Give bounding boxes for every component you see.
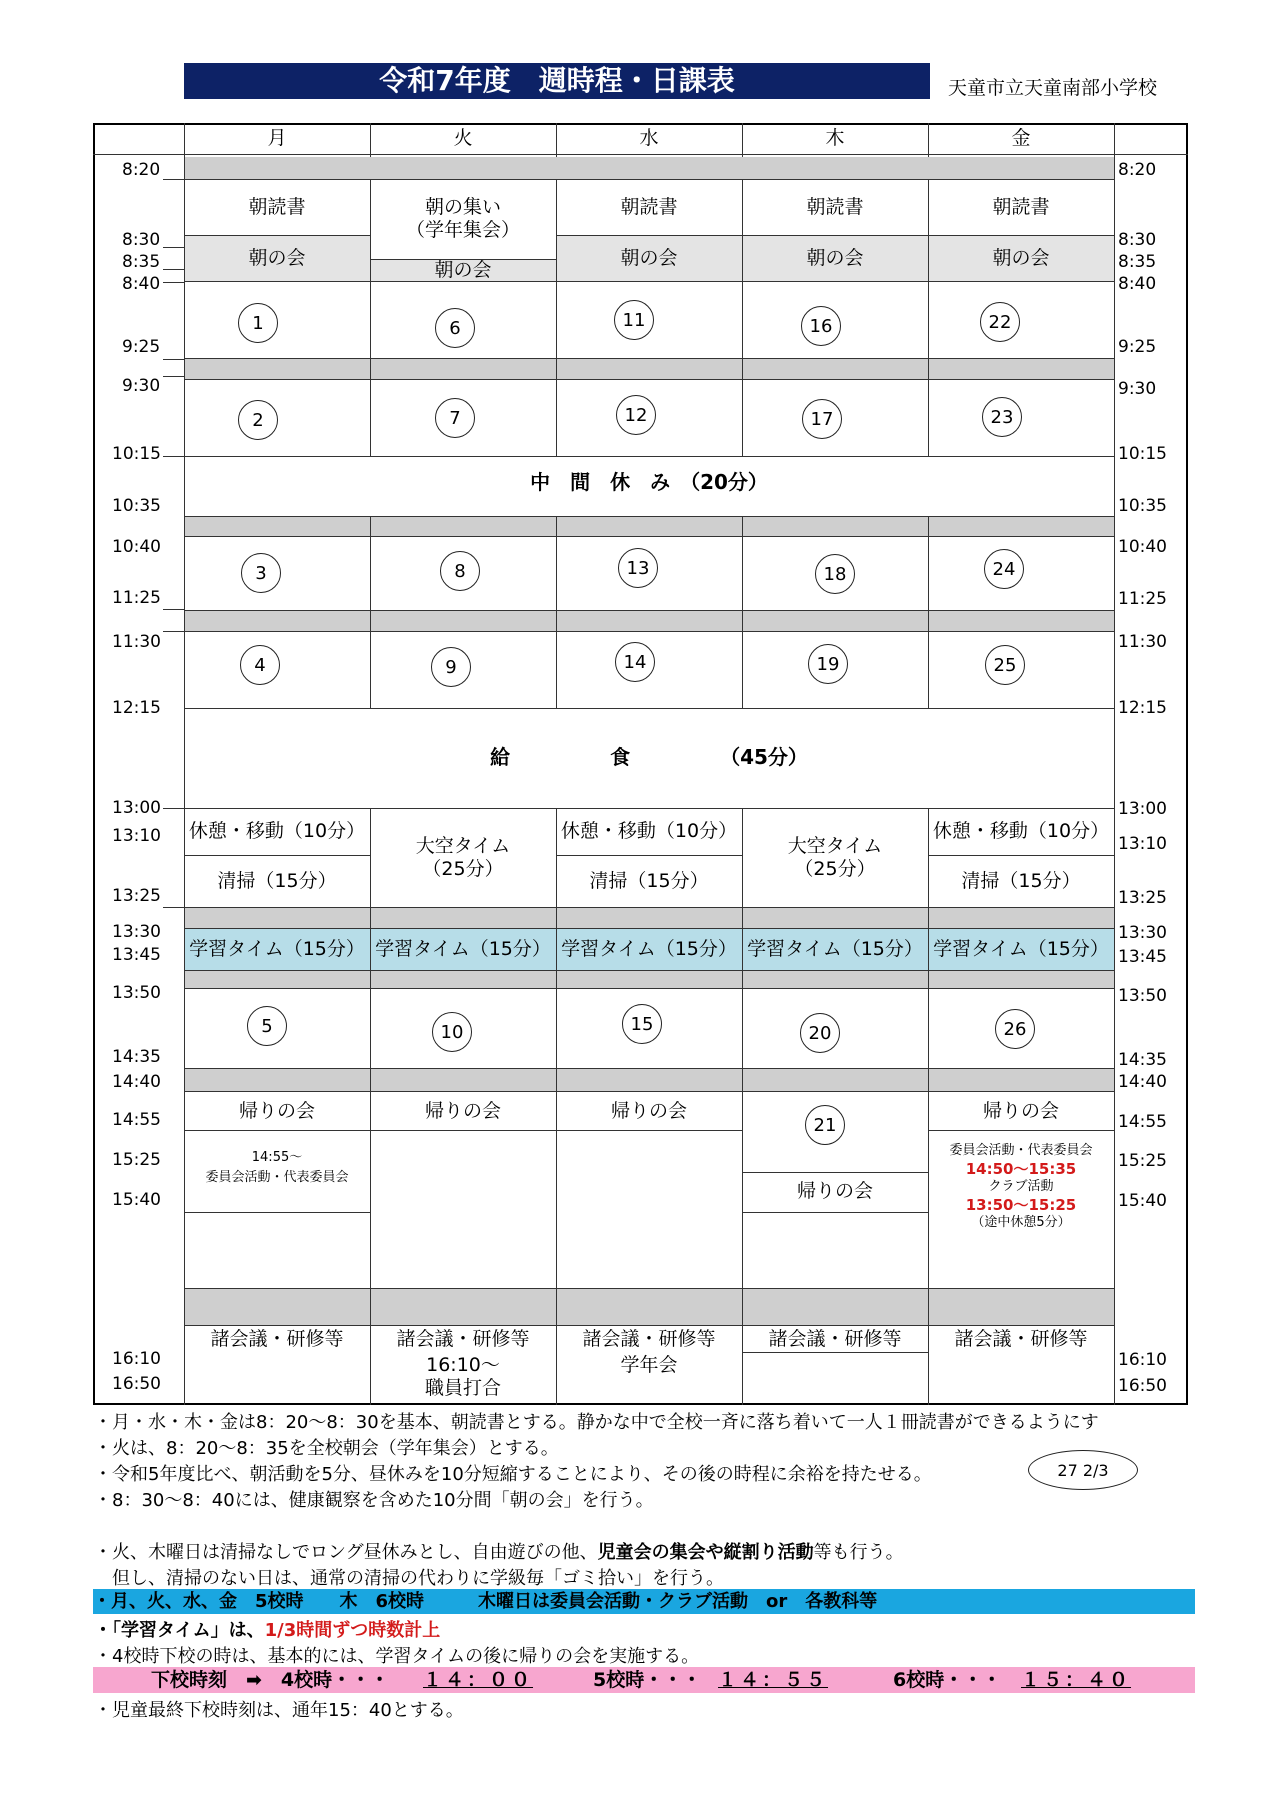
grid-line bbox=[184, 281, 1114, 282]
fri-club: クラブ活動 bbox=[988, 1179, 1054, 1195]
grid-line bbox=[370, 259, 556, 260]
grid-line bbox=[184, 123, 185, 1405]
fri-club-time: 13:50～15:25 bbox=[965, 1196, 1077, 1214]
grid-line bbox=[1114, 123, 1115, 1405]
grid-line bbox=[184, 631, 1114, 632]
time-left: 14:40 bbox=[112, 1072, 161, 1092]
grid-line bbox=[556, 516, 557, 708]
dismissal-time-6: １５：４０ bbox=[1021, 1669, 1132, 1691]
day-header-wed: 水 bbox=[639, 127, 659, 150]
kaeri-wed: 帰りの会 bbox=[610, 1099, 687, 1122]
grid-line bbox=[370, 123, 371, 157]
grid-line bbox=[184, 907, 1114, 908]
period-circle: 12 bbox=[616, 395, 656, 435]
time-left: 10:15 bbox=[112, 444, 161, 464]
period-circle: 13 bbox=[618, 548, 658, 588]
time-right: 8:40 bbox=[1118, 274, 1157, 294]
note-line: ・8：30～8：40には、健康観察を含めた10分間「朝の会」を行う。 bbox=[94, 1490, 654, 1511]
time-right: 16:10 bbox=[1118, 1350, 1167, 1370]
period-circle: 20 bbox=[800, 1013, 840, 1053]
kyukei-fri: 休憩・移動（10分） bbox=[932, 819, 1110, 842]
grid-line bbox=[184, 1325, 1114, 1326]
period-circle: 19 bbox=[808, 644, 848, 684]
note-line: ・火は、8：20～8：35を全校朝会（学年集会）とする。 bbox=[94, 1438, 559, 1459]
time-left: 13:45 bbox=[112, 945, 161, 965]
time-right: 11:25 bbox=[1118, 589, 1167, 609]
time-left: 10:35 bbox=[112, 496, 161, 516]
asa-no-kai-fri: 朝の会 bbox=[928, 235, 1114, 281]
grid-line bbox=[93, 154, 1188, 155]
period-circle: 3 bbox=[241, 553, 281, 593]
grid-line bbox=[742, 808, 743, 1405]
time-left: 13:30 bbox=[112, 922, 161, 942]
period-circle: 14 bbox=[615, 642, 655, 682]
time-left: 9:30 bbox=[122, 376, 161, 396]
pink-dismissal-bar bbox=[93, 1667, 1195, 1693]
time-tick bbox=[163, 179, 185, 180]
period-circle: 9 bbox=[431, 647, 471, 687]
time-left: 14:35 bbox=[112, 1047, 161, 1067]
grid-line bbox=[184, 358, 1114, 359]
gap-band bbox=[184, 358, 1114, 379]
grid-line bbox=[928, 808, 929, 1405]
time-right: 15:40 bbox=[1118, 1191, 1167, 1211]
mon-iinkai-time: 14:55～ bbox=[251, 1150, 303, 1166]
asadokusho-thu: 朝読書 bbox=[806, 195, 864, 218]
mon-iinkai: 委員会活動・代表委員会 bbox=[205, 1170, 349, 1186]
period-circle: 22 bbox=[980, 302, 1020, 342]
day-header-thu: 木 bbox=[825, 127, 845, 150]
time-tick bbox=[163, 247, 185, 248]
period-circle: 26 bbox=[995, 1009, 1035, 1049]
kyukei-mon: 休憩・移動（10分） bbox=[188, 819, 366, 842]
seiso-mon: 清掃（15分） bbox=[217, 869, 337, 892]
period-circle: 16 bbox=[801, 306, 841, 346]
grid-line bbox=[184, 1288, 1114, 1289]
time-left: 12:15 bbox=[112, 698, 161, 718]
gakushu-wed: 学習タイム（15分） bbox=[556, 928, 742, 970]
time-right: 13:30 bbox=[1118, 923, 1167, 943]
period-circle: 18 bbox=[815, 554, 855, 594]
kyushoku: 給 食 （45分） bbox=[490, 745, 808, 769]
time-right: 9:30 bbox=[1118, 379, 1157, 399]
gap-band bbox=[184, 1288, 1114, 1325]
note-line bbox=[94, 1538, 904, 1564]
note-line: ・月・水・木・金は8：20～8：30を基本、朝読書とする。静かな中で全校一斉に落ち着いて一人１冊読書ができるようにす bbox=[94, 1412, 1099, 1433]
grid-line bbox=[184, 855, 370, 856]
seiso-fri: 清掃（15分） bbox=[961, 869, 1081, 892]
page-title: 令和7年度 週時程・日課表 bbox=[184, 63, 930, 99]
note-line: ・4校時下校の時は、基本的には、学習タイムの後に帰りの会を実施する。 bbox=[94, 1646, 700, 1667]
asa-no-kai-tue: 朝の会 bbox=[370, 259, 556, 281]
note-emphasis: 1/3時間ずつ時数計上 bbox=[264, 1620, 441, 1641]
grid-line bbox=[184, 179, 1114, 180]
note-line bbox=[94, 1616, 440, 1642]
grid-line bbox=[370, 179, 371, 456]
dismissal-label: 下校時刻 ➡ 4校時・・・ bbox=[151, 1669, 390, 1691]
gap-band bbox=[184, 516, 1114, 536]
note-line: 但し、清掃のない日は、通常の清掃の代わりに学級毎「ゴミ拾い」を行う。 bbox=[94, 1568, 724, 1589]
time-right: 13:45 bbox=[1118, 947, 1167, 967]
time-left: 16:10 bbox=[112, 1349, 161, 1369]
asa-no-kai-thu: 朝の会 bbox=[742, 235, 928, 281]
grid-line bbox=[184, 988, 1114, 989]
fri-break: （途中休憩5分） bbox=[971, 1215, 1071, 1231]
grid-line bbox=[184, 970, 1114, 971]
note-line: ・児童最終下校時刻は、通年15：40とする。 bbox=[94, 1700, 464, 1721]
grid-line bbox=[928, 179, 929, 456]
asadokusho-fri: 朝読書 bbox=[992, 195, 1050, 218]
dismissal-time-4: １４：００ bbox=[423, 1669, 534, 1691]
time-left: 8:20 bbox=[122, 160, 161, 180]
grid-line bbox=[742, 1212, 928, 1213]
dismissal-time-5: １４：５５ bbox=[718, 1669, 829, 1691]
grid-line bbox=[184, 610, 1114, 611]
gakushu-thu: 学習タイム（15分） bbox=[742, 928, 928, 970]
kaeri-thu: 帰りの会 bbox=[796, 1179, 873, 1202]
kaeri-mon: 帰りの会 bbox=[238, 1099, 315, 1122]
shokaigi-thu: 諸会議・研修等 bbox=[768, 1327, 902, 1350]
grid-line bbox=[742, 123, 743, 157]
time-right: 15:25 bbox=[1118, 1151, 1167, 1171]
period-circle: 6 bbox=[435, 308, 475, 348]
shokaigi-tue: 諸会議・研修等 bbox=[396, 1327, 530, 1350]
grid-line bbox=[184, 516, 1114, 517]
grid-line bbox=[184, 1068, 1114, 1069]
time-tick bbox=[163, 269, 185, 270]
asa-no-kai-mon: 朝の会 bbox=[184, 235, 370, 281]
grid-line bbox=[184, 708, 1114, 709]
gap-band bbox=[184, 610, 1114, 631]
time-right: 13:10 bbox=[1118, 834, 1167, 854]
kaeri-tue: 帰りの会 bbox=[424, 1099, 501, 1122]
grid-line bbox=[184, 808, 1114, 809]
time-right: 9:25 bbox=[1118, 337, 1157, 357]
time-left: 15:40 bbox=[112, 1190, 161, 1210]
grid-line bbox=[556, 808, 557, 1405]
time-right: 10:15 bbox=[1118, 444, 1167, 464]
time-right: 10:35 bbox=[1118, 496, 1167, 516]
asadokusho-mon: 朝読書 bbox=[248, 195, 306, 218]
gap-band bbox=[184, 1068, 1114, 1091]
ozora-thu: 大空タイム （25分） bbox=[787, 834, 883, 880]
note-emphasis: 児童会の集会や縦割り活動 bbox=[597, 1542, 814, 1563]
grid-line bbox=[742, 1172, 928, 1173]
date-badge: 27 2/3 bbox=[1028, 1450, 1138, 1490]
day-header-fri: 金 bbox=[1011, 127, 1031, 150]
grid-line bbox=[184, 1091, 1114, 1092]
dismissal-label-5: 5校時・・・ bbox=[593, 1669, 702, 1691]
time-right: 10:40 bbox=[1118, 537, 1167, 557]
time-right: 14:40 bbox=[1118, 1072, 1167, 1092]
time-left: 11:30 bbox=[112, 632, 161, 652]
grid-line bbox=[928, 516, 929, 708]
time-right: 8:35 bbox=[1118, 252, 1157, 272]
grid-line bbox=[742, 516, 743, 708]
time-left: 13:50 bbox=[112, 983, 161, 1003]
period-circle: 2 bbox=[238, 400, 278, 440]
grid-line bbox=[928, 123, 929, 157]
gakushu-fri: 学習タイム（15分） bbox=[928, 928, 1114, 970]
kaeri-fri: 帰りの会 bbox=[982, 1099, 1059, 1122]
period-circle: 8 bbox=[440, 551, 480, 591]
asa-no-tsudoi-tue: 朝の集い （学年集会） bbox=[405, 196, 520, 241]
seiso-wed: 清掃（15分） bbox=[589, 869, 709, 892]
period-circle: 21 bbox=[805, 1105, 845, 1145]
time-tick bbox=[163, 907, 185, 908]
nakayasumi: 中 間 休 み （20分） bbox=[530, 470, 768, 494]
period-circle: 10 bbox=[432, 1012, 472, 1052]
ozora-tue: 大空タイム （25分） bbox=[415, 834, 511, 880]
period-circle: 5 bbox=[247, 1006, 287, 1046]
grid-line bbox=[184, 235, 370, 236]
grid-line bbox=[184, 928, 1114, 929]
fri-iinkai: 委員会活動・代表委員会 bbox=[949, 1143, 1093, 1159]
note-line: ・令和5年度比べ、朝活動を5分、昼休みを10分短縮することにより、その後の時程に余裕を持たせる。 bbox=[94, 1464, 932, 1485]
wed-meeting: 学年会 bbox=[620, 1353, 678, 1376]
tue-meeting: 16:10～ 職員打合 bbox=[424, 1354, 501, 1399]
time-tick bbox=[163, 282, 185, 283]
grid-line bbox=[370, 516, 371, 708]
day-header-tue: 火 bbox=[453, 127, 473, 150]
grid-line bbox=[556, 235, 1114, 236]
shokaigi-fri: 諸会議・研修等 bbox=[954, 1327, 1088, 1350]
time-tick bbox=[163, 631, 185, 632]
time-right: 12:15 bbox=[1118, 698, 1167, 718]
grid-line bbox=[184, 536, 1114, 537]
time-left: 13:10 bbox=[112, 826, 161, 846]
time-right: 13:00 bbox=[1118, 799, 1167, 819]
time-tick bbox=[163, 359, 185, 360]
gap-band bbox=[184, 907, 1114, 928]
grid-line bbox=[742, 1352, 928, 1353]
grid-line bbox=[556, 123, 557, 157]
time-tick bbox=[163, 609, 185, 610]
kyukei-wed: 休憩・移動（10分） bbox=[560, 819, 738, 842]
time-left: 16:50 bbox=[112, 1374, 161, 1394]
time-right: 8:20 bbox=[1118, 160, 1157, 180]
gap-band bbox=[184, 970, 1114, 988]
time-right: 13:25 bbox=[1118, 888, 1167, 908]
time-tick bbox=[163, 376, 185, 377]
shokaigi-wed: 諸会議・研修等 bbox=[582, 1327, 716, 1350]
time-left: 8:30 bbox=[122, 230, 161, 250]
period-circle: 1 bbox=[238, 303, 278, 343]
grid-line bbox=[556, 855, 742, 856]
time-left: 8:40 bbox=[122, 274, 161, 294]
asa-no-kai-wed: 朝の会 bbox=[556, 235, 742, 281]
time-right: 14:55 bbox=[1118, 1112, 1167, 1132]
time-left: 11:25 bbox=[112, 588, 161, 608]
time-right: 16:50 bbox=[1118, 1376, 1167, 1396]
period-circle: 25 bbox=[985, 645, 1025, 685]
note-text: ・火、木曜日は清掃なしでロング昼休みとし、自由遊びの他、 bbox=[94, 1542, 598, 1563]
time-right: 13:50 bbox=[1118, 986, 1167, 1006]
time-left: 8:35 bbox=[122, 252, 161, 272]
grid-line bbox=[928, 855, 1114, 856]
grid-line bbox=[370, 808, 371, 1405]
time-right: 11:30 bbox=[1118, 632, 1167, 652]
gap-band bbox=[184, 157, 1114, 179]
time-left: 13:00 bbox=[112, 798, 161, 818]
time-right: 8:30 bbox=[1118, 230, 1157, 250]
grid-line bbox=[928, 1130, 1114, 1131]
dismissal-label-6: 6校時・・・ bbox=[893, 1669, 1002, 1691]
grid-line bbox=[556, 179, 557, 456]
period-circle: 4 bbox=[240, 645, 280, 685]
time-tick bbox=[163, 808, 185, 809]
grid-line bbox=[742, 179, 743, 456]
gakushu-mon: 学習タイム（15分） bbox=[184, 928, 370, 970]
grid-line bbox=[184, 456, 1114, 457]
time-right: 14:35 bbox=[1118, 1050, 1167, 1070]
shokaigi-mon: 諸会議・研修等 bbox=[210, 1327, 344, 1350]
grid-line bbox=[184, 379, 1114, 380]
period-circle: 24 bbox=[984, 549, 1024, 589]
time-left: 14:55 bbox=[112, 1110, 161, 1130]
asadokusho-wed: 朝読書 bbox=[620, 195, 678, 218]
school-name: 天童市立天童南部小学校 bbox=[948, 77, 1158, 99]
grid-line bbox=[184, 1212, 370, 1213]
period-circle: 15 bbox=[622, 1004, 662, 1044]
time-left: 13:25 bbox=[112, 886, 161, 906]
fri-iinkai-time: 14:50～15:35 bbox=[965, 1160, 1077, 1178]
note-text: 等も行う。 bbox=[813, 1542, 904, 1563]
period-circle: 17 bbox=[802, 399, 842, 439]
time-left: 10:40 bbox=[112, 537, 161, 557]
day-header-mon: 月 bbox=[267, 127, 287, 150]
time-left: 9:25 bbox=[122, 337, 161, 357]
time-tick bbox=[163, 456, 185, 457]
blue-summary-bar: ・月、火、水、金 5校時 木 6校時 木曜日は委員会活動・クラブ活動 or 各教科等 bbox=[93, 1589, 1195, 1614]
period-circle: 11 bbox=[614, 300, 654, 340]
period-circle: 23 bbox=[982, 397, 1022, 437]
grid-line bbox=[184, 1130, 742, 1131]
note-text: ・「学習タイム」は、 bbox=[94, 1620, 265, 1641]
gakushu-tue: 学習タイム（15分） bbox=[370, 928, 556, 970]
period-circle: 7 bbox=[435, 398, 475, 438]
time-left: 15:25 bbox=[112, 1150, 161, 1170]
